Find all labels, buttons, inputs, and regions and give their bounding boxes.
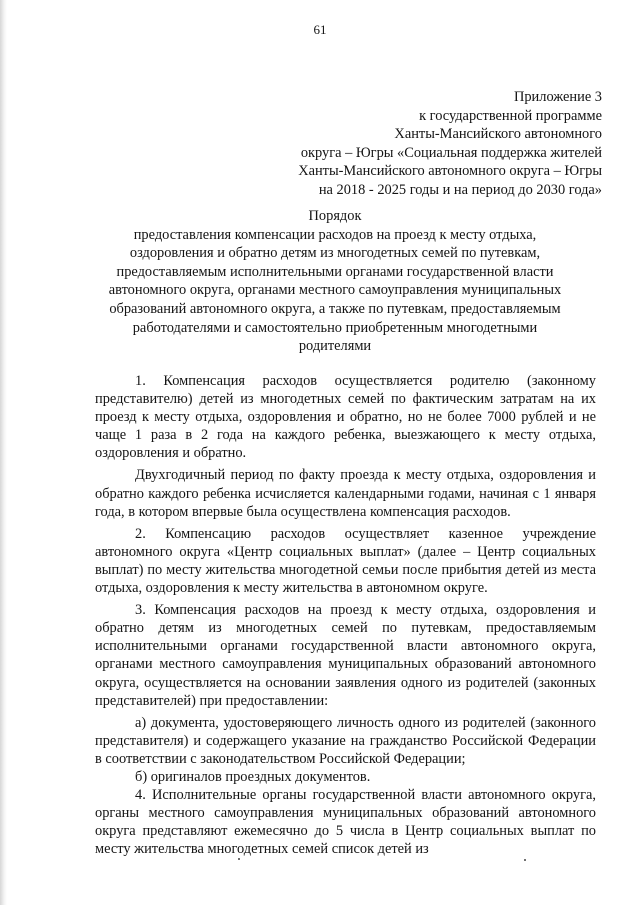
paragraph-4b: б) оригиналов проездных документов.	[135, 768, 371, 785]
title-line: образований автономного округа, а также по путевкам, предоставляемым	[109, 300, 561, 317]
paragraph-3: 2. Компенсацию расходов осуществляет казенное учреждение автономного округа «Центр социальных выплат» (далее – Центр социальных выплат) по месту жительства многодетной семьи после прибытия детей из места отдыха, оздоровления к месту жительства в автономном округе.	[95, 525, 596, 597]
title-line: автономного округа, органами местного самоуправления муниципальных	[108, 282, 562, 299]
paragraph-2: Двухгодичный период по факту проезда к месту отдыха, оздоровления и обратно каждого ребенка исчисляется календарными годами, начиная с 1 января года, в котором впервые была осуществлена компенсация расходов.	[95, 467, 596, 520]
document-body	[95, 372, 596, 862]
title-line: работодателями и самостоятельно приобретенным многодетными	[132, 319, 538, 336]
appendix-line: Ханты-Мансийского автономного округа – Югры	[298, 163, 602, 180]
title-line: родителями	[298, 338, 372, 355]
paragraph-4a: а) документа, удостоверяющего личность одного из родителей (законного представителя) и содержащего указание на гражданство Российской Федерации в соответствии с законодательством Российской Федерации;	[95, 714, 596, 767]
document-title	[90, 207, 580, 356]
scan-edge-shadow	[0, 0, 7, 905]
scan-speck	[524, 859, 526, 861]
paragraph-4: 3. Компенсация расходов на проезд к месту отдыха, оздоровления и обратно детям из многодетных семей по путевкам, предоставляемым исполнительными органами государственной власти автономного округа, органами местного самоуправления муниципальных образований автономного округа, осуществляется на основании заявления одного из родителей (законных представителей) при предоставлении:	[95, 602, 596, 709]
page-number: 61	[313, 22, 327, 37]
scan-speck	[238, 858, 240, 860]
appendix-header	[298, 88, 602, 200]
scan-specks	[0, 856, 640, 866]
paragraph-5: 4. Исполнительные органы государственной власти автономного округа, органы местного самоуправления муниципальных образований автономного округа представляют ежемесячно до 5 числа в Центр социальных выплат по месту жительства многодетных семей список детей из	[95, 787, 596, 858]
appendix-line: Приложение 3	[513, 89, 602, 105]
title-line: Порядок	[308, 208, 362, 224]
appendix-line: Ханты-Мансийского автономного	[394, 126, 602, 143]
paragraph-1: 1. Компенсация расходов осуществляется родителю (законному представителю) детей из многодетных семей по фактическим затратам на их проезд к месту отдыха, оздоровления и обратно, но не более 7000 рублей и не чаще 1 раза в 2 года на каждого ребенка, выезжающего к месту отдыха, оздоровления и обратно.	[95, 373, 596, 462]
title-line: оздоровления и обратно детям из многодетных семей по путевкам,	[129, 245, 541, 262]
appendix-line: округа – Югры «Социальная поддержка жителей	[300, 144, 602, 161]
title-line: предоставляемым исполнительными органами государственной власти	[116, 263, 554, 280]
appendix-line: на 2018 - 2025 годы и на период до 2030 года»	[318, 181, 602, 198]
appendix-line: к государственной программе	[419, 107, 602, 124]
title-line: предоставления компенсации расходов на проезд к месту отдыха,	[133, 226, 537, 243]
